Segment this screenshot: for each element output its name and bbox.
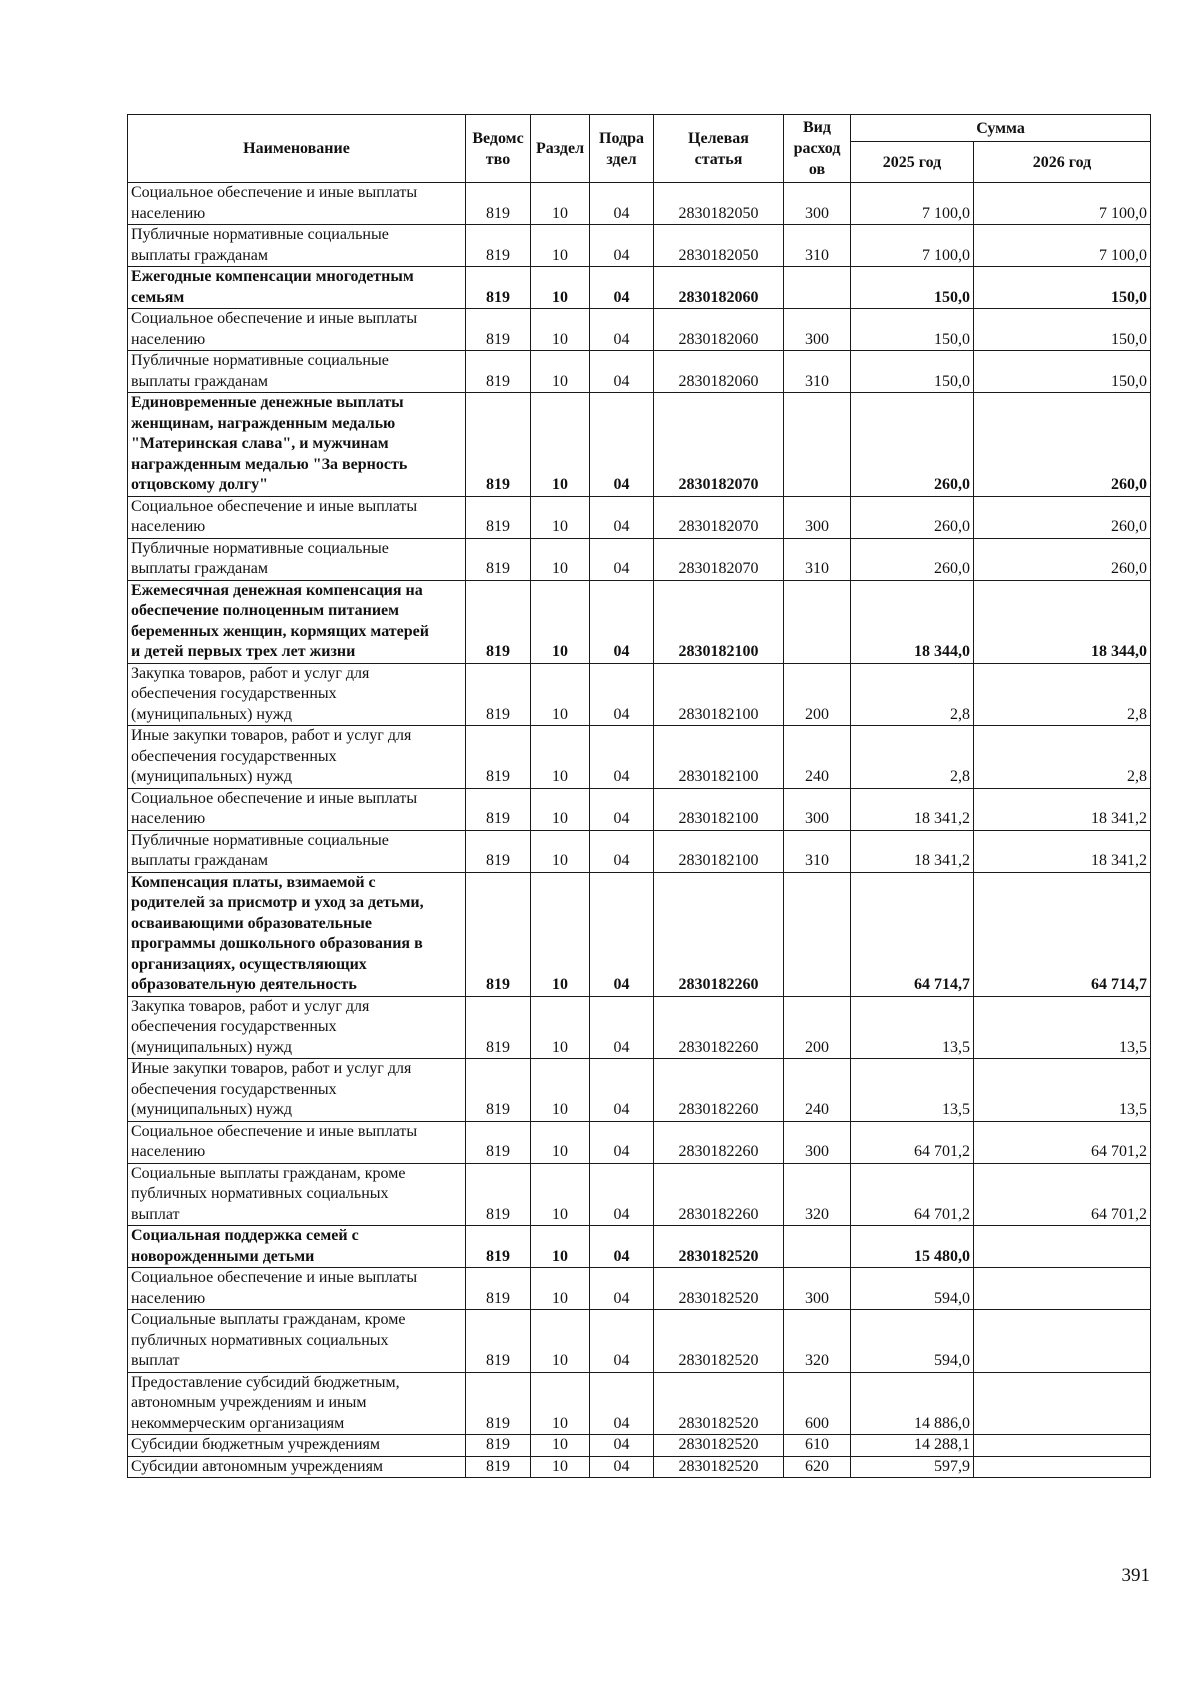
row-amount-2026: 150,0 — [974, 351, 1151, 393]
row-section: 10 — [531, 183, 590, 225]
row-amount-2026: 64 714,7 — [974, 872, 1151, 996]
table-row — [128, 1121, 1151, 1163]
row-expense-type: 300 — [784, 183, 851, 225]
row-section: 10 — [531, 1456, 590, 1478]
row-amount-2025: 18 341,2 — [851, 788, 974, 830]
row-amount-2025: 260,0 — [851, 393, 974, 497]
row-dept: 819 — [466, 309, 531, 351]
row-expense-type: 300 — [784, 496, 851, 538]
row-section: 10 — [531, 726, 590, 789]
row-name: Социальное обеспечение и иные выплаты населению — [128, 1268, 466, 1310]
row-expense-type: 600 — [784, 1372, 851, 1435]
row-subsection: 04 — [590, 1226, 654, 1268]
row-article: 2830182520 — [654, 1268, 784, 1310]
row-article: 2830182070 — [654, 393, 784, 497]
row-expense-type: 320 — [784, 1310, 851, 1373]
row-name: Предоставление субсидий бюджетным, автономным учреждениям и иным некоммерческим организациям — [128, 1372, 466, 1435]
row-name: Социальное обеспечение и иные выплаты населению — [128, 309, 466, 351]
row-article: 2830182070 — [654, 538, 784, 580]
row-section: 10 — [531, 1226, 590, 1268]
header-subsection: Подра здел — [590, 115, 654, 183]
row-expense-type: 310 — [784, 351, 851, 393]
row-name: Ежемесячная денежная компенсация на обеспечение полноценным питанием беременных женщин, кормящих матерей и детей первых трех лет жизни — [128, 580, 466, 663]
row-article: 2830182100 — [654, 580, 784, 663]
row-amount-2025: 18 341,2 — [851, 830, 974, 872]
row-dept: 819 — [466, 1456, 531, 1478]
row-name: Публичные нормативные социальные выплаты гражданам — [128, 538, 466, 580]
table-row — [128, 872, 1151, 996]
row-expense-type: 310 — [784, 830, 851, 872]
row-section: 10 — [531, 496, 590, 538]
row-subsection: 04 — [590, 1059, 654, 1122]
row-subsection: 04 — [590, 1268, 654, 1310]
row-dept: 819 — [466, 496, 531, 538]
row-name: Социальное обеспечение и иные выплаты населению — [128, 788, 466, 830]
row-section: 10 — [531, 1372, 590, 1435]
row-section: 10 — [531, 788, 590, 830]
row-name: Социальные выплаты гражданам, кроме публичных нормативных социальных выплат — [128, 1310, 466, 1373]
row-name: Социальная поддержка семей с новорожденными детьми — [128, 1226, 466, 1268]
row-section: 10 — [531, 1435, 590, 1457]
header-row-top — [128, 115, 1151, 142]
row-subsection: 04 — [590, 830, 654, 872]
row-section: 10 — [531, 580, 590, 663]
row-article: 2830182260 — [654, 1059, 784, 1122]
row-subsection: 04 — [590, 872, 654, 996]
row-article: 2830182260 — [654, 996, 784, 1059]
table-row — [128, 538, 1151, 580]
page-number: 391 — [1121, 1565, 1150, 1586]
row-dept: 819 — [466, 1226, 531, 1268]
row-expense-type: 310 — [784, 538, 851, 580]
row-amount-2026: 150,0 — [974, 309, 1151, 351]
row-expense-type: 300 — [784, 1121, 851, 1163]
row-expense-type: 200 — [784, 663, 851, 726]
row-amount-2025: 150,0 — [851, 267, 974, 309]
table-row — [128, 351, 1151, 393]
row-dept: 819 — [466, 996, 531, 1059]
table-row — [128, 309, 1151, 351]
row-amount-2026 — [974, 1435, 1151, 1457]
table-row — [128, 267, 1151, 309]
row-expense-type — [784, 872, 851, 996]
row-dept: 819 — [466, 872, 531, 996]
row-expense-type — [784, 1226, 851, 1268]
row-section: 10 — [531, 225, 590, 267]
row-amount-2025: 7 100,0 — [851, 225, 974, 267]
row-amount-2025: 13,5 — [851, 1059, 974, 1122]
row-dept: 819 — [466, 538, 531, 580]
row-amount-2026 — [974, 1268, 1151, 1310]
row-amount-2025: 64 714,7 — [851, 872, 974, 996]
row-section: 10 — [531, 1310, 590, 1373]
row-subsection: 04 — [590, 1121, 654, 1163]
row-expense-type: 300 — [784, 1268, 851, 1310]
row-name: Публичные нормативные социальные выплаты гражданам — [128, 830, 466, 872]
header-year-2026: 2026 год — [974, 142, 1151, 183]
row-name: Социальное обеспечение и иные выплаты населению — [128, 496, 466, 538]
table-row — [128, 1268, 1151, 1310]
row-amount-2025: 14 886,0 — [851, 1372, 974, 1435]
row-article: 2830182520 — [654, 1226, 784, 1268]
row-dept: 819 — [466, 1059, 531, 1122]
row-name: Субсидии бюджетным учреждениям — [128, 1435, 466, 1457]
row-amount-2026: 7 100,0 — [974, 225, 1151, 267]
row-amount-2026: 7 100,0 — [974, 183, 1151, 225]
table-row — [128, 225, 1151, 267]
row-name: Публичные нормативные социальные выплаты гражданам — [128, 225, 466, 267]
row-section: 10 — [531, 1059, 590, 1122]
header-article: Целевая статья — [654, 115, 784, 183]
row-section: 10 — [531, 1268, 590, 1310]
row-amount-2026 — [974, 1226, 1151, 1268]
row-expense-type: 610 — [784, 1435, 851, 1457]
row-name: Ежегодные компенсации многодетным семьям — [128, 267, 466, 309]
row-amount-2026: 2,8 — [974, 726, 1151, 789]
row-amount-2025: 260,0 — [851, 496, 974, 538]
row-amount-2025: 150,0 — [851, 309, 974, 351]
table-body — [128, 183, 1151, 1478]
row-amount-2026: 18 341,2 — [974, 830, 1151, 872]
row-expense-type: 200 — [784, 996, 851, 1059]
header-year-2025: 2025 год — [851, 142, 974, 183]
row-expense-type: 300 — [784, 788, 851, 830]
row-expense-type: 620 — [784, 1456, 851, 1478]
row-dept: 819 — [466, 830, 531, 872]
table-row — [128, 1226, 1151, 1268]
row-section: 10 — [531, 1121, 590, 1163]
row-amount-2026: 260,0 — [974, 538, 1151, 580]
row-article: 2830182260 — [654, 1121, 784, 1163]
row-name: Закупка товаров, работ и услуг для обеспечения государственных (муниципальных) нужд — [128, 663, 466, 726]
row-amount-2025: 2,8 — [851, 663, 974, 726]
row-section: 10 — [531, 309, 590, 351]
row-name: Иные закупки товаров, работ и услуг для обеспечения государственных (муниципальных) нужд — [128, 1059, 466, 1122]
row-subsection: 04 — [590, 788, 654, 830]
row-subsection: 04 — [590, 267, 654, 309]
row-amount-2026: 64 701,2 — [974, 1163, 1151, 1226]
table-row — [128, 1059, 1151, 1122]
row-amount-2026: 13,5 — [974, 996, 1151, 1059]
row-article: 2830182100 — [654, 726, 784, 789]
table-row — [128, 1310, 1151, 1373]
row-amount-2025: 150,0 — [851, 351, 974, 393]
row-amount-2025: 594,0 — [851, 1310, 974, 1373]
row-subsection: 04 — [590, 663, 654, 726]
row-dept: 819 — [466, 1163, 531, 1226]
row-dept: 819 — [466, 726, 531, 789]
row-amount-2026: 18 344,0 — [974, 580, 1151, 663]
row-article: 2830182050 — [654, 225, 784, 267]
row-amount-2025: 13,5 — [851, 996, 974, 1059]
table-row — [128, 788, 1151, 830]
row-amount-2026: 260,0 — [974, 496, 1151, 538]
row-subsection: 04 — [590, 309, 654, 351]
row-article: 2830182260 — [654, 1163, 784, 1226]
row-name: Компенсация платы, взимаемой с родителей за присмотр и уход за детьми, осваивающими образовательные программы дошкольного образования в организациях, осуществляющих образовательную деятельность — [128, 872, 466, 996]
table-row — [128, 1456, 1151, 1478]
budget-table — [127, 114, 1151, 1478]
row-subsection: 04 — [590, 726, 654, 789]
row-subsection: 04 — [590, 1372, 654, 1435]
row-subsection: 04 — [590, 996, 654, 1059]
row-article: 2830182260 — [654, 872, 784, 996]
row-name: Закупка товаров, работ и услуг для обеспечения государственных (муниципальных) нужд — [128, 996, 466, 1059]
row-article: 2830182070 — [654, 496, 784, 538]
row-article: 2830182060 — [654, 309, 784, 351]
row-name: Единовременные денежные выплаты женщинам, награжденным медалью "Материнская слава", и мужчинам награжденным медалью "За верность отцовскому долгу" — [128, 393, 466, 497]
row-subsection: 04 — [590, 351, 654, 393]
row-dept: 819 — [466, 663, 531, 726]
row-expense-type: 310 — [784, 225, 851, 267]
row-article: 2830182060 — [654, 267, 784, 309]
row-amount-2025: 15 480,0 — [851, 1226, 974, 1268]
row-name: Социальное обеспечение и иные выплаты населению — [128, 183, 466, 225]
row-amount-2025: 64 701,2 — [851, 1121, 974, 1163]
row-article: 2830182520 — [654, 1310, 784, 1373]
row-amount-2025: 7 100,0 — [851, 183, 974, 225]
row-section: 10 — [531, 538, 590, 580]
row-expense-type: 300 — [784, 309, 851, 351]
row-article: 2830182520 — [654, 1372, 784, 1435]
row-amount-2026: 260,0 — [974, 393, 1151, 497]
row-expense-type — [784, 393, 851, 497]
table-row — [128, 996, 1151, 1059]
row-dept: 819 — [466, 351, 531, 393]
table-row — [128, 1372, 1151, 1435]
row-amount-2025: 64 701,2 — [851, 1163, 974, 1226]
row-subsection: 04 — [590, 1456, 654, 1478]
row-amount-2026 — [974, 1310, 1151, 1373]
row-article: 2830182100 — [654, 788, 784, 830]
row-amount-2026: 2,8 — [974, 663, 1151, 726]
header-dept: Ведомс тво — [466, 115, 531, 183]
row-amount-2026: 18 341,2 — [974, 788, 1151, 830]
row-subsection: 04 — [590, 183, 654, 225]
row-section: 10 — [531, 663, 590, 726]
row-section: 10 — [531, 393, 590, 497]
row-section: 10 — [531, 1163, 590, 1226]
row-subsection: 04 — [590, 1163, 654, 1226]
header-name: Наименование — [128, 115, 466, 183]
row-section: 10 — [531, 267, 590, 309]
row-article: 2830182520 — [654, 1435, 784, 1457]
row-subsection: 04 — [590, 1435, 654, 1457]
row-amount-2026: 150,0 — [974, 267, 1151, 309]
row-name: Социальное обеспечение и иные выплаты населению — [128, 1121, 466, 1163]
row-subsection: 04 — [590, 393, 654, 497]
row-subsection: 04 — [590, 496, 654, 538]
row-article: 2830182050 — [654, 183, 784, 225]
row-subsection: 04 — [590, 225, 654, 267]
row-dept: 819 — [466, 267, 531, 309]
table-row — [128, 393, 1151, 497]
row-article: 2830182060 — [654, 351, 784, 393]
row-amount-2025: 597,9 — [851, 1456, 974, 1478]
row-subsection: 04 — [590, 1310, 654, 1373]
row-expense-type — [784, 580, 851, 663]
row-name: Публичные нормативные социальные выплаты гражданам — [128, 351, 466, 393]
row-amount-2025: 14 288,1 — [851, 1435, 974, 1457]
row-section: 10 — [531, 830, 590, 872]
row-name: Иные закупки товаров, работ и услуг для обеспечения государственных (муниципальных) нужд — [128, 726, 466, 789]
row-amount-2026 — [974, 1372, 1151, 1435]
row-article: 2830182100 — [654, 663, 784, 726]
row-amount-2026 — [974, 1456, 1151, 1478]
table-row — [128, 830, 1151, 872]
row-expense-type: 320 — [784, 1163, 851, 1226]
row-section: 10 — [531, 351, 590, 393]
row-article: 2830182520 — [654, 1456, 784, 1478]
table-row — [128, 1163, 1151, 1226]
row-expense-type — [784, 267, 851, 309]
row-name: Социальные выплаты гражданам, кроме публичных нормативных социальных выплат — [128, 1163, 466, 1226]
row-dept: 819 — [466, 1268, 531, 1310]
row-dept: 819 — [466, 788, 531, 830]
row-amount-2025: 260,0 — [851, 538, 974, 580]
row-dept: 819 — [466, 225, 531, 267]
table-row — [128, 580, 1151, 663]
row-dept: 819 — [466, 1372, 531, 1435]
row-amount-2025: 594,0 — [851, 1268, 974, 1310]
table-row — [128, 183, 1151, 225]
table-row — [128, 496, 1151, 538]
row-subsection: 04 — [590, 580, 654, 663]
row-name: Субсидии автономным учреждениям — [128, 1456, 466, 1478]
row-section: 10 — [531, 872, 590, 996]
row-subsection: 04 — [590, 538, 654, 580]
row-amount-2025: 2,8 — [851, 726, 974, 789]
row-amount-2026: 13,5 — [974, 1059, 1151, 1122]
header-sum: Сумма — [851, 115, 1151, 142]
header-expense-type: Вид расход ов — [784, 115, 851, 183]
row-article: 2830182100 — [654, 830, 784, 872]
row-section: 10 — [531, 996, 590, 1059]
row-dept: 819 — [466, 1435, 531, 1457]
row-amount-2025: 18 344,0 — [851, 580, 974, 663]
row-dept: 819 — [466, 1121, 531, 1163]
header-section: Раздел — [531, 115, 590, 183]
row-expense-type: 240 — [784, 1059, 851, 1122]
table-row — [128, 663, 1151, 726]
table-row — [128, 1435, 1151, 1457]
table-row — [128, 726, 1151, 789]
row-dept: 819 — [466, 580, 531, 663]
row-expense-type: 240 — [784, 726, 851, 789]
row-dept: 819 — [466, 183, 531, 225]
row-dept: 819 — [466, 1310, 531, 1373]
row-dept: 819 — [466, 393, 531, 497]
row-amount-2026: 64 701,2 — [974, 1121, 1151, 1163]
